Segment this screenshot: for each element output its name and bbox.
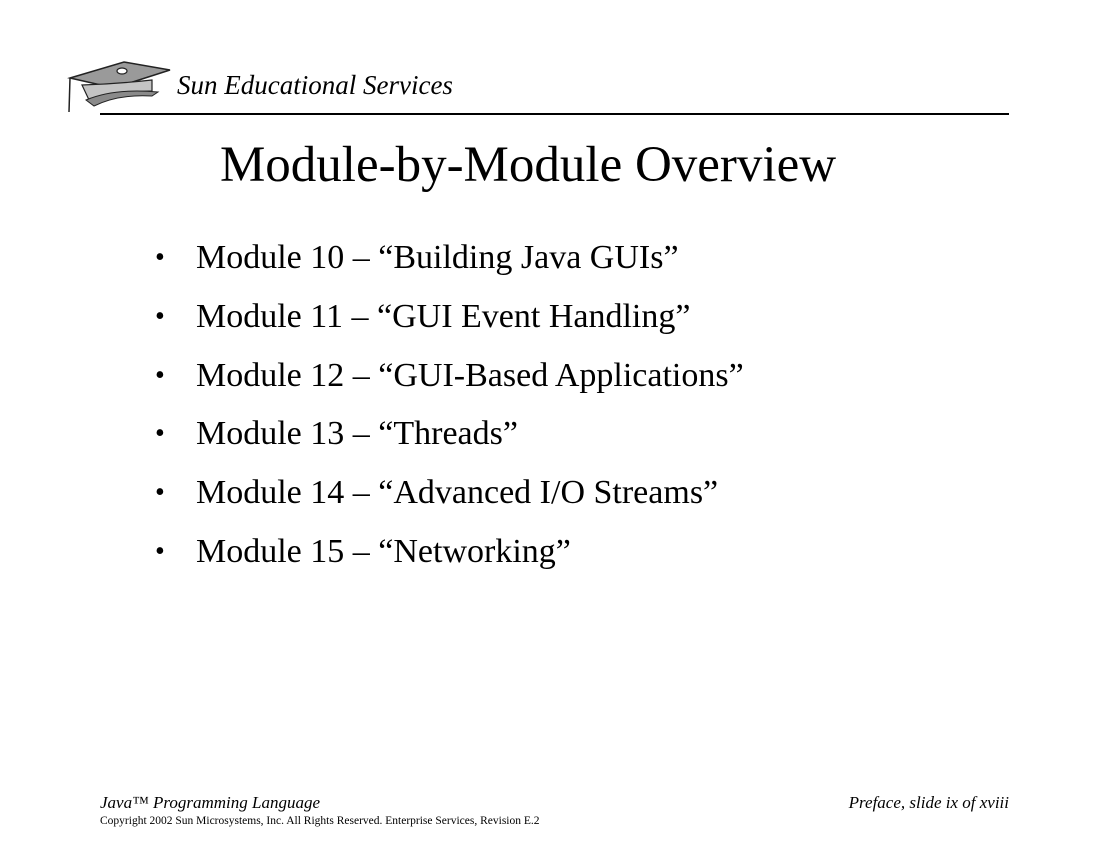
bullet-icon: •: [155, 359, 165, 391]
bullet-icon: •: [155, 535, 165, 567]
list-item: [153, 234, 744, 293]
list-item-text: Module 15 – “Networking”: [196, 532, 571, 570]
bullet-icon: •: [155, 242, 165, 273]
list-item-text: Module 11 – “GUI Event Handling”: [196, 297, 691, 335]
list-item: [153, 352, 744, 411]
list-item-text: Module 13 – “Threads”: [196, 415, 518, 453]
list-item: [153, 469, 744, 528]
slide-title: Module-by-Module Overview: [219, 137, 837, 193]
footer-copyright: Copyright 2002 Sun Microsystems, Inc. All Rights Reserved. Enterprise Services, Revision E.2: [100, 815, 540, 827]
list-item: [153, 410, 744, 469]
brand-name: Sun Educational Services: [177, 70, 453, 100]
list-item-text: Module 10 – “Building Java GUIs”: [196, 239, 679, 276]
footer-slide-reference: Preface, slide ix of xviii: [848, 793, 1009, 812]
bullet-icon: •: [155, 418, 165, 450]
list-item: [153, 528, 744, 587]
bullet-icon: •: [155, 477, 165, 509]
footer-course-name: Java™ Programming Language: [100, 793, 321, 812]
list-item: [153, 293, 744, 352]
list-item-text: Module 12 – “GUI-Based Applications”: [196, 356, 744, 394]
list-item-text: Module 14 – “Advanced I/O Streams”: [196, 474, 719, 512]
module-list: [153, 234, 744, 587]
graduation-cap-icon: [66, 58, 172, 116]
header-divider: [100, 113, 1009, 115]
bullet-icon: •: [155, 300, 165, 332]
